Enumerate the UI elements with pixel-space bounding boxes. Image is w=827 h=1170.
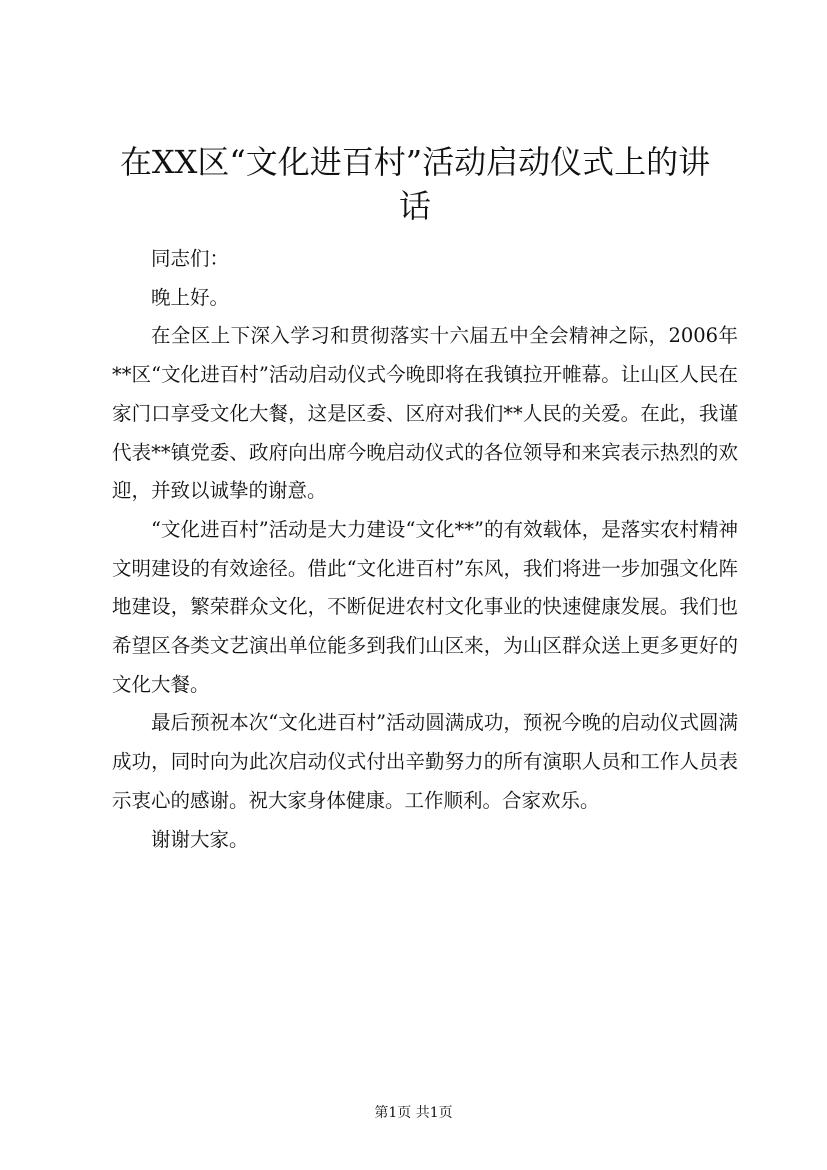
salutation: 同志们：	[151, 247, 230, 270]
title-line: 在XX区“文化进百村”活动启动仪式上的讲	[119, 143, 711, 181]
closing: 谢谢大家。	[151, 827, 249, 851]
document-title	[100, 140, 730, 228]
page-number: 第1页 共1页	[374, 1105, 453, 1121]
body-paragraph: “文化进百村”活动是大力建设“文化**”的有效载体，是落实农村精神文明建设的有效途径。借此“文化进百村”东风，我们将进一步加强文化阵地建设，繁荣群众文化，不断促进农村文化事业的快速健康发展。我们也希望区各类文艺演出单位能多到我们山区来，为山区群众送上更多更好的文化大餐。	[112, 517, 738, 696]
body-paragraph: 在全区上下深入学习和贯彻落实十六届五中全会精神之际，2006年**区“文化进百村”活动启动仪式今晚即将在我镇拉开帷幕。让山区人民在家门口享受文化大餐，这是区委、区府对我们**人民的关爱。在此，我谨代表**镇党委、政府向出席今晚启动仪式的各位领导和来宾表示热烈的欢迎，并致以诚挚的谢意。	[112, 324, 738, 503]
document-body	[112, 240, 738, 859]
greeting: 晚上好。	[151, 285, 230, 309]
title-line: 话	[398, 187, 431, 225]
body-paragraph: 最后预祝本次“文化进百村”活动圆满成功，预祝今晚的启动仪式圆满成功，同时向为此次启动仪式付出辛勤努力的所有演职人员和工作人员表示衷心的感谢。祝大家身体健康。工作顺利。合家欢乐。	[112, 711, 738, 812]
